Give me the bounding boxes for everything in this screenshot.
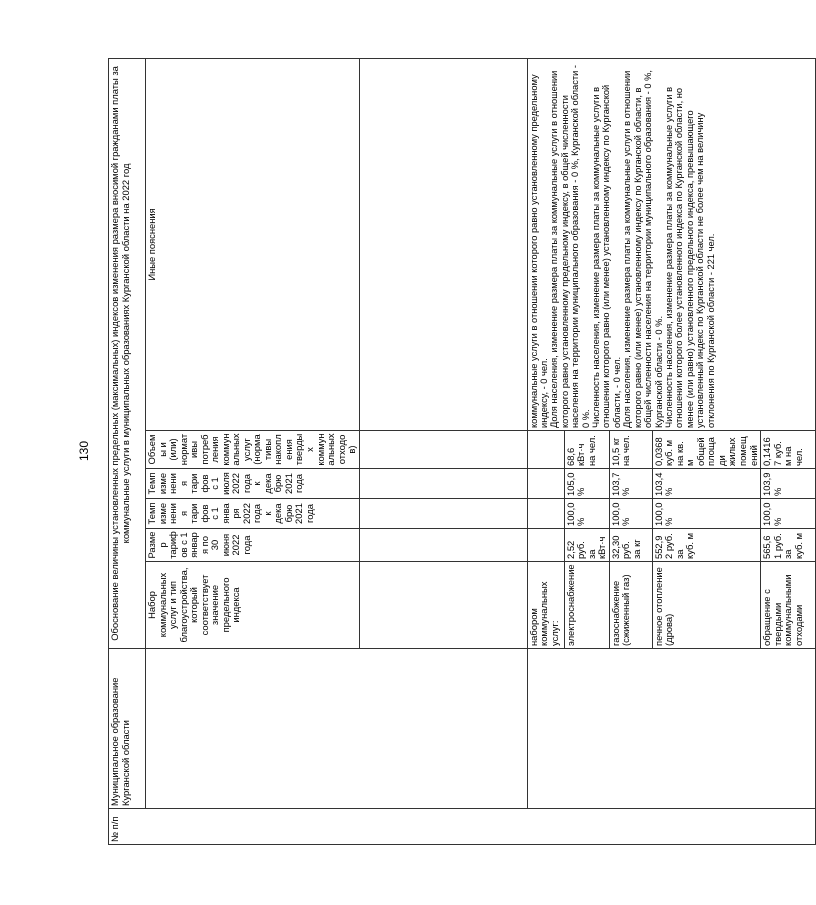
rate-jan-value: 100,0 % [564, 499, 609, 529]
empty-cell [527, 499, 564, 529]
rate-jan-value: 100,0 % [761, 499, 816, 529]
rate-jul-value: 103,7 % [609, 469, 652, 499]
tariff-index-table [108, 58, 816, 845]
row-note: Доля населения, изменение размера платы за коммунальные услуги в отношении которого равно установленному предельному индексу, в общей численности населения на территории муниципального образования - 0 %, Курганской области - 0 %. [549, 65, 591, 428]
empty-cell [527, 529, 564, 562]
rate-jul-header: Темп изменения тарифов с 1 июля 2022 года к декабрю 2021 года [146, 469, 360, 499]
empty-cell [359, 499, 527, 529]
empty-cell [527, 469, 564, 499]
volume-value: 68,6 кВт·ч на чел. [564, 431, 609, 469]
rate-jul-value: 103,4 % [652, 469, 760, 499]
service-set-header: Набор коммунальных услуг и тип благоустройства, который соответствует значение предельного индекса [146, 562, 360, 649]
tariff-size-header: Размер тарифов с 1 января по 30 июня 2022 года [146, 529, 360, 562]
rotated-table [108, 59, 804, 845]
municipality-header: Муниципальное образование Курганской области [109, 677, 131, 806]
municipality-header-empty [146, 649, 528, 809]
service-name: печное отопление (дрова) [652, 562, 760, 649]
table-title: Обоснование величины установленных предельных (максимальных) индексов изменения размера вносимой гражданами платы за коммунальные услуги в муниципальных образованиях Курганской области на 2022 год [109, 58, 146, 648]
empty-cell [527, 431, 564, 469]
volumes-header: Объемы и (или) нормативы потребления коммунальных услуг (нормативы накопления твердых коммунальных отходов) [146, 431, 360, 469]
service-name: обращение с твердыми коммунальными отходами [761, 562, 816, 649]
group-note: коммунальные услуги в отношении которого равно установленному предельному индексу, - 0 чел. Доля населения, изменение размера платы за коммунальные услуги в отношении которого равно установленному предельному индексу, в общей численности населения на территории муниципального образования - 0 %, Курганской области - 0 %. Численность населения, изменение размера платы за коммунальные услуги в отношении которого равно (или менее) установленному индексу по Курганской области, - 0 чел. Доля населения, изменение размера платы за коммунальные услуги в отношении которого равно (или менее) установленному индексу по Курганской области, в общей численности населения на территории муниципального образования - 0 %, Курганской области - 0 %. Численность населения, изменение размера платы за коммунальные услуги в отношении которого более установленного индекса по Курганской области, но менее (или равно) установленного предельного индекса, превышающего установленный индекс по Курганской области не более чем на величину отклонения по Курганской области - 221 чел. [527, 58, 815, 430]
page-number: 130 [77, 440, 91, 462]
empty-cell [359, 562, 527, 649]
municipality-header-cell [109, 649, 146, 809]
rate-jul-value: 105,0 % [564, 469, 609, 499]
rate-jan-value: 100,0 % [609, 499, 652, 529]
num-header: № п/п [109, 816, 120, 842]
num-header-cell [109, 809, 816, 845]
row-note: Доля населения, изменение размера платы за коммунальные услуги в отношении которого равно (или менее) установленному индексу по Курганской области, в общей численности населения на территории муниципального образования - 0 %, Курганской области - 0 %. [622, 70, 664, 428]
tariff-value: 552,92 руб. за куб. м [652, 529, 760, 562]
row-note: Численность населения, изменение размера платы за коммунальные услуги в отношении которого равно (или менее) установленному индексу по Курганской области, - 0 чел. [591, 84, 622, 428]
volume-value: 0,0368 куб. м на кв. м общей площади жилых помещений [652, 431, 760, 469]
rate-jul-value: 103,9 % [761, 469, 816, 499]
service-name: газоснабжение (сжиженный газ) [609, 562, 652, 649]
group-label: набором коммунальных услуг: [527, 562, 564, 649]
service-name: электроснабжение [564, 562, 609, 649]
empty-cell [359, 529, 527, 562]
volume-value: 0,14167 куб. м на чел. [761, 431, 816, 469]
rate-jan-value: 100,0 % [652, 499, 760, 529]
empty-cell [359, 469, 527, 499]
empty-cell [359, 58, 527, 430]
municipality-cell [527, 649, 815, 809]
tariff-value: 565,61 руб. за куб. м [761, 529, 816, 562]
tariff-value: 32,30 руб. за кг [609, 529, 652, 562]
row-note: Численность населения, изменение размера платы за коммунальные услуги в отношении которого более установленного индекса по Курганской области, но менее (или равно) установленного предельного индекса, превышающего установленный индекс по Курганской области не более чем на величину отклонения по Курганской области - 221 чел. [663, 86, 716, 428]
empty-cell [359, 431, 527, 469]
notes-header: Иные пояснения [146, 58, 360, 430]
tariff-value: 2,52 руб. за кВт·ч [564, 529, 609, 562]
rate-jan-header: Темп изменения тарифов с 1 января 2022 года к декабрю 2021 года [146, 499, 360, 529]
volume-value: 10,5 кг на чел. [609, 431, 652, 469]
